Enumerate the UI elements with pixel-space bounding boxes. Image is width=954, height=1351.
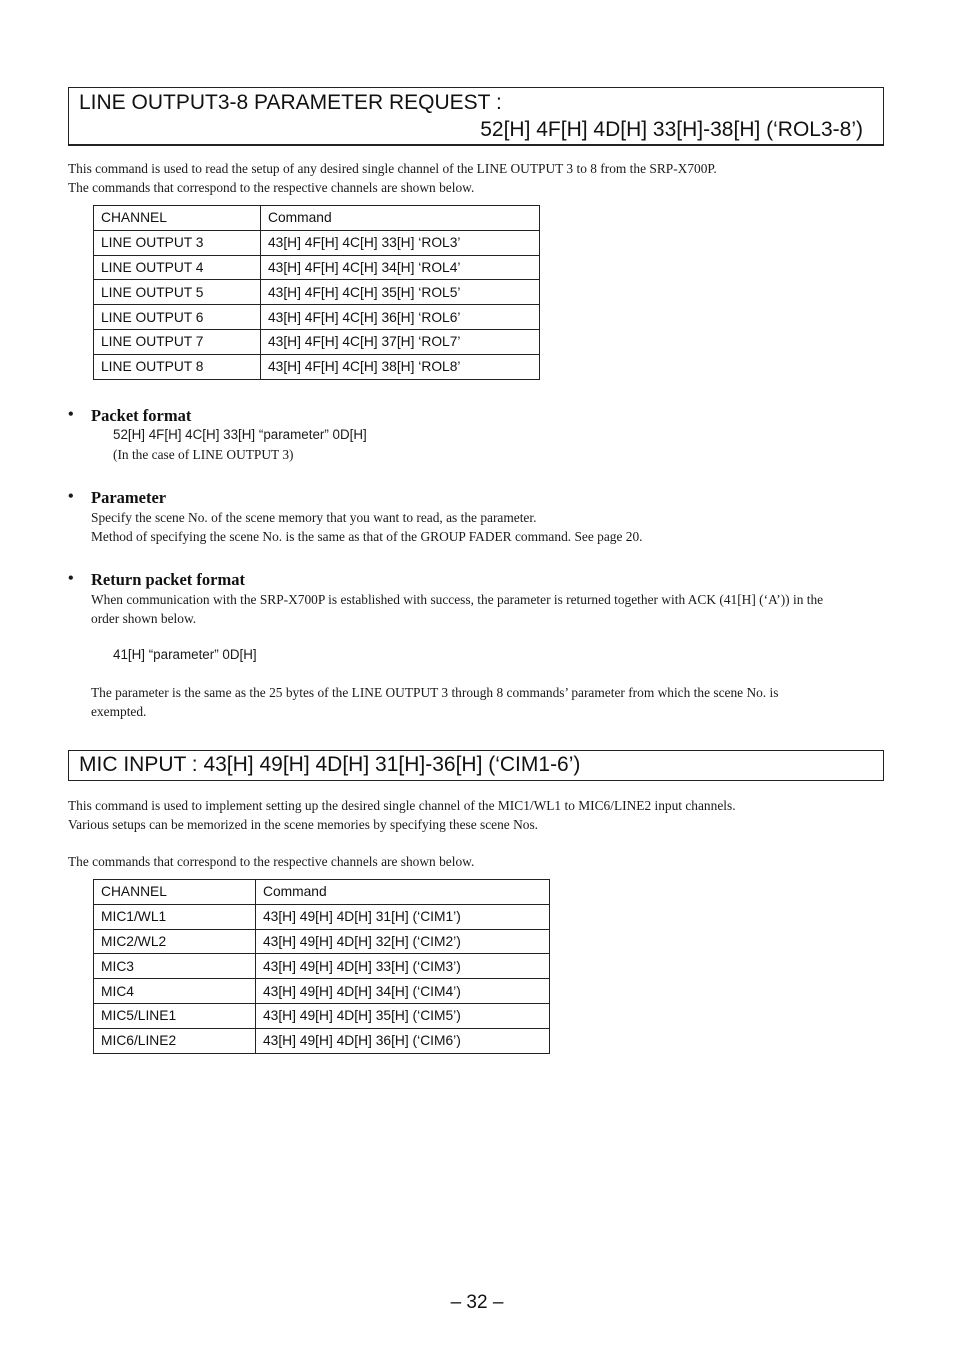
intro-text: The commands that correspond to the respective channels are shown below. — [68, 180, 475, 195]
return-packet-text: When communication with the SRP-X700P is established with success, the parameter is returned together with ACK (41[H] (‘A’)) in the — [91, 592, 824, 607]
intro-text: This command is used to implement setting up the desired single channel of the MIC1/WL1 to MIC6/LINE2 input channels. — [68, 798, 736, 813]
table-cell: LINE OUTPUT 8 — [94, 354, 261, 379]
table-cell: LINE OUTPUT 5 — [94, 280, 261, 305]
mic-input-command-table — [93, 879, 550, 1054]
table-row — [94, 255, 540, 280]
table-row — [94, 929, 550, 954]
table-header-cell: CHANNEL — [94, 880, 256, 905]
return-packet-note: exempted. — [91, 704, 147, 719]
table-cell: MIC3 — [94, 954, 256, 979]
table-header-cell: CHANNEL — [94, 206, 261, 231]
table-header-cell: Command — [256, 880, 550, 905]
parameter-title: Parameter — [91, 488, 167, 507]
table-row — [94, 305, 540, 330]
page-number: – 32 – — [450, 1292, 504, 1313]
table-cell: MIC6/LINE2 — [94, 1028, 256, 1053]
table-cell: MIC2/WL2 — [94, 929, 256, 954]
section-heading-mic-input — [68, 750, 884, 781]
packet-format-note: (In the case of LINE OUTPUT 3) — [113, 447, 294, 462]
table-cell: 43[H] 4F[H] 4C[H] 33[H] ‘ROL3’ — [261, 230, 540, 255]
table-header-row — [94, 206, 540, 231]
table-row — [94, 954, 550, 979]
table-cell: LINE OUTPUT 3 — [94, 230, 261, 255]
return-packet-text: order shown below. — [91, 611, 197, 626]
table-row — [94, 979, 550, 1004]
table-cell: 43[H] 49[H] 4D[H] 36[H] (‘CIM6’) — [256, 1028, 550, 1053]
return-packet-code: 41[H] “parameter” 0D[H] — [113, 647, 257, 662]
packet-format-code: 52[H] 4F[H] 4C[H] 33[H] “parameter” 0D[H] — [113, 427, 367, 442]
intro-text: The commands that correspond to the respective channels are shown below. — [68, 854, 475, 869]
table-cell: 43[H] 49[H] 4D[H] 31[H] (‘CIM1’) — [256, 904, 550, 929]
section-heading-line-output — [68, 87, 884, 146]
section-heading-title: MIC INPUT : 43[H] 49[H] 4D[H] 31[H]-36[H] (‘CIM1-6’) — [79, 753, 581, 776]
bullet-icon: • — [68, 406, 74, 423]
table-cell: 43[H] 49[H] 4D[H] 34[H] (‘CIM4’) — [256, 979, 550, 1004]
table-row — [94, 280, 540, 305]
table-cell: LINE OUTPUT 7 — [94, 329, 261, 354]
table-cell: 43[H] 4F[H] 4C[H] 37[H] ‘ROL7’ — [261, 329, 540, 354]
table-cell: MIC4 — [94, 979, 256, 1004]
table-row — [94, 904, 550, 929]
table-cell: 43[H] 4F[H] 4C[H] 34[H] ‘ROL4’ — [261, 255, 540, 280]
intro-text: This command is used to read the setup of any desired single channel of the LINE OUTPUT 3 to 8 from the SRP-X700P. — [68, 161, 717, 176]
table-cell: 43[H] 4F[H] 4C[H] 38[H] ‘ROL8’ — [261, 354, 540, 379]
line-output-command-table — [93, 205, 540, 380]
table-cell: LINE OUTPUT 6 — [94, 305, 261, 330]
table-row — [94, 1003, 550, 1028]
table-cell: 43[H] 4F[H] 4C[H] 36[H] ‘ROL6’ — [261, 305, 540, 330]
intro-text: Various setups can be memorized in the scene memories by specifying these scene Nos. — [68, 817, 539, 832]
section-heading-title: LINE OUTPUT3-8 PARAMETER REQUEST : — [79, 91, 502, 114]
packet-format-title: Packet format — [91, 406, 192, 425]
table-cell: MIC5/LINE1 — [94, 1003, 256, 1028]
table-row — [94, 329, 540, 354]
table-cell: LINE OUTPUT 4 — [94, 255, 261, 280]
section-heading-command: 52[H] 4F[H] 4D[H] 33[H]-38[H] (‘ROL3-8’) — [480, 118, 863, 141]
return-packet-note: The parameter is the same as the 25 bytes of the LINE OUTPUT 3 through 8 commands’ parameter from which the scene No. is — [91, 685, 779, 700]
table-cell: 43[H] 49[H] 4D[H] 32[H] (‘CIM2’) — [256, 929, 550, 954]
table-cell: MIC1/WL1 — [94, 904, 256, 929]
table-cell: 43[H] 49[H] 4D[H] 35[H] (‘CIM5’) — [256, 1003, 550, 1028]
bullet-icon: • — [68, 570, 74, 587]
return-packet-title: Return packet format — [91, 570, 245, 589]
table-row — [94, 354, 540, 379]
table-row — [94, 1028, 550, 1053]
parameter-text: Method of specifying the scene No. is the same as that of the GROUP FADER command. See page 20. — [91, 529, 643, 544]
bullet-icon: • — [68, 488, 74, 505]
table-row — [94, 230, 540, 255]
parameter-text: Specify the scene No. of the scene memory that you want to read, as the parameter. — [91, 510, 537, 525]
table-cell: 43[H] 4F[H] 4C[H] 35[H] ‘ROL5’ — [261, 280, 540, 305]
table-header-cell: Command — [261, 206, 540, 231]
table-header-row — [94, 880, 550, 905]
table-cell: 43[H] 49[H] 4D[H] 33[H] (‘CIM3’) — [256, 954, 550, 979]
